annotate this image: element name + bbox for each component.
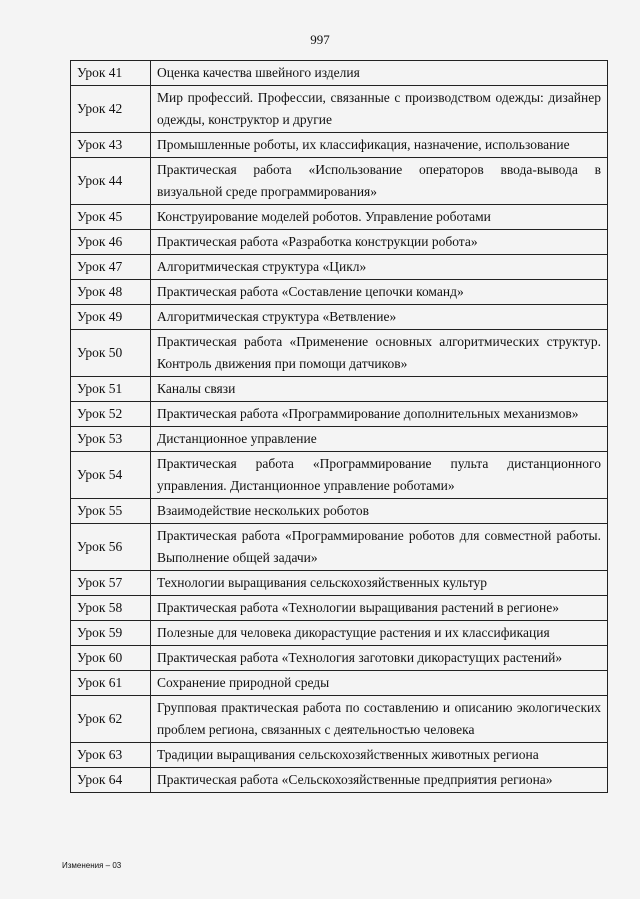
lesson-topic: Взаимодействие нескольких роботов: [151, 499, 608, 524]
lesson-topic: Практическая работа «Составление цепочки команд»: [151, 280, 608, 305]
table-row: [71, 86, 608, 133]
lesson-topic: Конструирование моделей роботов. Управление роботами: [151, 205, 608, 230]
lesson-number: Урок 54: [71, 452, 151, 499]
lesson-number: Урок 56: [71, 524, 151, 571]
footer-revision-note: Изменения – 03: [62, 861, 122, 870]
lesson-topic: Оценка качества швейного изделия: [151, 61, 608, 86]
table-row: [71, 596, 608, 621]
lessons-table-body: [71, 61, 608, 793]
lesson-topic: Практическая работа «Программирование дополнительных механизмов»: [151, 402, 608, 427]
lesson-topic: Практическая работа «Технологии выращивания растений в регионе»: [151, 596, 608, 621]
table-row: [71, 133, 608, 158]
lesson-topic: Практическая работа «Разработка конструкции робота»: [151, 230, 608, 255]
table-row: [71, 330, 608, 377]
table-row: [71, 377, 608, 402]
lesson-number: Урок 53: [71, 427, 151, 452]
lesson-topic: Практическая работа «Технология заготовки дикорастущих растений»: [151, 646, 608, 671]
lesson-topic: Мир профессий. Профессии, связанные с производством одежды: дизайнер одежды, конструктор и другие: [151, 86, 608, 133]
lesson-topic: Алгоритмическая структура «Цикл»: [151, 255, 608, 280]
lesson-topic: Практическая работа «Программирование роботов для совместной работы. Выполнение общей задачи»: [151, 524, 608, 571]
lesson-topic: Практическая работа «Сельскохозяйственные предприятия региона»: [151, 768, 608, 793]
lesson-number: Урок 59: [71, 621, 151, 646]
lesson-number: Урок 51: [71, 377, 151, 402]
table-row: [71, 524, 608, 571]
lesson-number: Урок 57: [71, 571, 151, 596]
lesson-number: Урок 63: [71, 743, 151, 768]
lesson-number: Урок 62: [71, 696, 151, 743]
lesson-number: Урок 42: [71, 86, 151, 133]
lesson-topic: Алгоритмическая структура «Ветвление»: [151, 305, 608, 330]
table-row: [71, 158, 608, 205]
table-row: [71, 280, 608, 305]
lesson-number: Урок 64: [71, 768, 151, 793]
table-row: [71, 452, 608, 499]
table-row: [71, 230, 608, 255]
lesson-number: Урок 41: [71, 61, 151, 86]
lesson-topic: Сохранение природной среды: [151, 671, 608, 696]
lesson-number: Урок 52: [71, 402, 151, 427]
lesson-topic: Групповая практическая работа по составлению и описанию экологических проблем региона, связанных с деятельностью человека: [151, 696, 608, 743]
lessons-table: [70, 60, 608, 793]
table-row: [71, 61, 608, 86]
lesson-topic: Технологии выращивания сельскохозяйственных культур: [151, 571, 608, 596]
lesson-number: Урок 48: [71, 280, 151, 305]
lesson-number: Урок 43: [71, 133, 151, 158]
table-row: [71, 402, 608, 427]
lesson-number: Урок 47: [71, 255, 151, 280]
lesson-number: Урок 45: [71, 205, 151, 230]
table-row: [71, 743, 608, 768]
table-row: [71, 646, 608, 671]
table-row: [71, 205, 608, 230]
lesson-topic: Полезные для человека дикорастущие растения и их классификация: [151, 621, 608, 646]
lesson-number: Урок 44: [71, 158, 151, 205]
lesson-number: Урок 46: [71, 230, 151, 255]
table-row: [71, 671, 608, 696]
lesson-topic: Каналы связи: [151, 377, 608, 402]
lesson-topic: Практическая работа «Использование операторов ввода-вывода в визуальной среде программирования»: [151, 158, 608, 205]
table-row: [71, 621, 608, 646]
lesson-topic: Промышленные роботы, их классификация, назначение, использование: [151, 133, 608, 158]
lesson-number: Урок 50: [71, 330, 151, 377]
lesson-topic: Традиции выращивания сельскохозяйственных животных региона: [151, 743, 608, 768]
lesson-number: Урок 61: [71, 671, 151, 696]
lesson-number: Урок 58: [71, 596, 151, 621]
lesson-topic: Дистанционное управление: [151, 427, 608, 452]
table-row: [71, 499, 608, 524]
table-row: [71, 571, 608, 596]
table-row: [71, 696, 608, 743]
lesson-number: Урок 60: [71, 646, 151, 671]
table-row: [71, 427, 608, 452]
lesson-topic: Практическая работа «Программирование пульта дистанционного управления. Дистанционное управление роботами»: [151, 452, 608, 499]
table-row: [71, 768, 608, 793]
lesson-number: Урок 49: [71, 305, 151, 330]
page-number: 997: [310, 32, 330, 47]
lesson-number: Урок 55: [71, 499, 151, 524]
table-row: [71, 255, 608, 280]
table-row: [71, 305, 608, 330]
lesson-topic: Практическая работа «Применение основных алгоритмических структур. Контроль движения при помощи датчиков»: [151, 330, 608, 377]
